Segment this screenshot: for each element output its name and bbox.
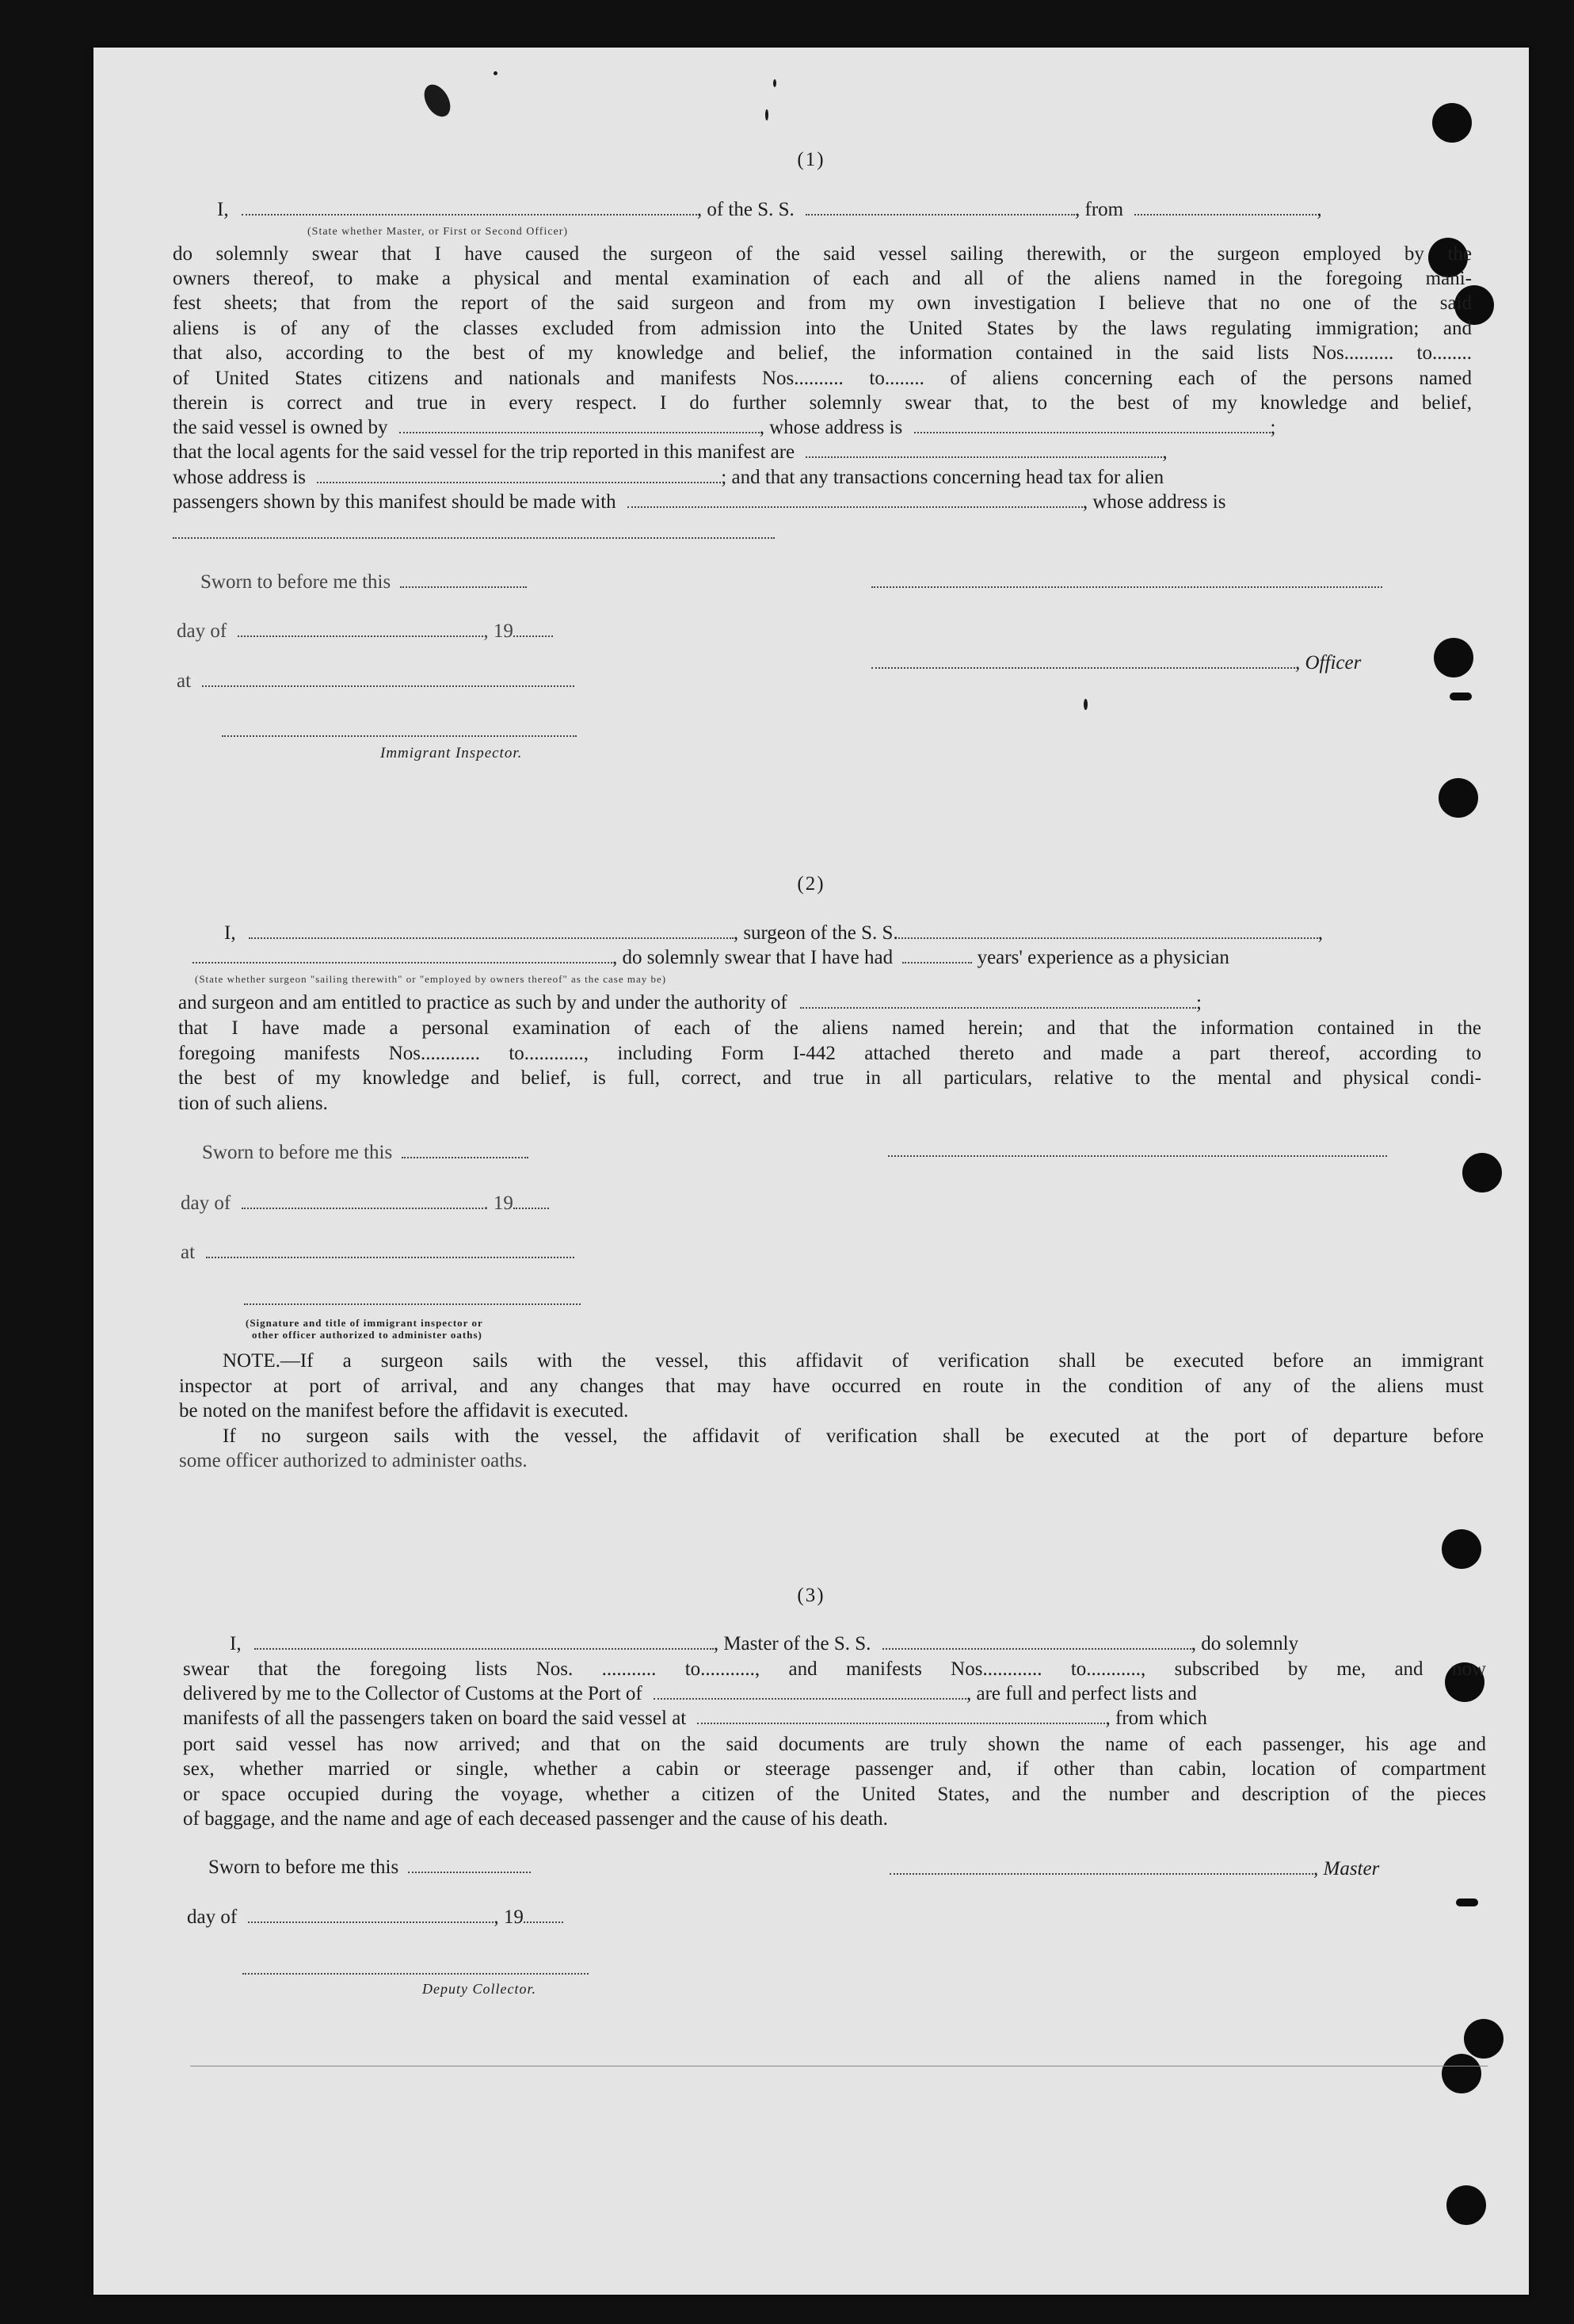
ink-speck [1084,699,1088,710]
from-port-field[interactable] [1134,200,1317,216]
punch-hole [1434,638,1473,677]
year-field[interactable] [524,1907,563,1923]
opening-i: I, [217,199,229,220]
day-month-field[interactable] [242,1193,483,1209]
sworn-date-field[interactable] [400,572,527,588]
ink-speck [773,79,776,87]
signature-caption-line-2: other officer authorized to administer oaths) [252,1329,482,1341]
whose-address-label: , whose address is [759,417,903,438]
whose-address-label: whose address is [173,467,307,488]
master-label: , Master [1313,1858,1380,1879]
note-line: NOTE.—If a surgeon sails with the vessel, this affidavit of verification shall be executed before an immigrant [223,1350,1484,1372]
owner-field[interactable] [399,418,760,433]
day-of-label: day of [181,1193,231,1214]
master-of-label: , Master of the S. S. [713,1633,871,1654]
sworn-place-field[interactable] [206,1242,574,1258]
vessel-name-field[interactable] [806,200,1075,216]
do-solemnly-label: , do solemnly [1191,1633,1299,1654]
section-2-line: foregoing manifests Nos............ to............, including Form I-442 attached thereto and made a part thereof, according to [178,1043,1481,1064]
years-field[interactable] [902,948,972,964]
note-line: some officer authorized to administer oaths. [179,1450,528,1471]
embarkation-port-field[interactable] [697,1708,1105,1724]
surgeon-vessel-field[interactable] [898,923,1318,939]
punch-hole [1432,103,1472,143]
local-agents-label: that the local agents for the said vessel for the trip reported in this manifest are [173,441,795,463]
owner-address-field[interactable] [914,418,1271,433]
section-2-number: (2) [797,873,825,895]
section-3-line: of baggage, and the name and age of each deceased passenger and the cause of his death. [183,1808,888,1830]
whose-address-label: , whose address is [1082,491,1226,513]
opening-i: I, [224,922,236,944]
do-solemnly-label: , do solemnly swear that I have had [612,947,894,968]
punch-mark [1456,1899,1478,1906]
officer-rank-caption: (State whether Master, or First or Second Officer) [307,226,569,238]
owned-by-label: the said vessel is owned by [173,417,388,438]
section-3-line: swear that the foregoing lists Nos. ........... to..........., and manifests Nos............ to..........., subscribed by me, and now [183,1658,1486,1680]
passengers-line [173,490,1472,514]
authority-label: and surgeon and am entitled to practice as such by and under the authority of [178,992,787,1013]
of-the-ss-label: , of the S. S. [696,199,795,220]
local-agents-line: that the local agents for the said vessel for the trip reported in this manifest are , [173,441,1168,463]
full-and-perfect-label: , are full and perfect lists and [966,1683,1197,1704]
year-label: , 19 [494,1906,524,1928]
punch-hole [1464,2019,1503,2059]
signature-caption-line-1: (Signature and title of immigrant inspector or [246,1317,483,1329]
ink-speck [419,80,455,121]
deputy-collector-signature-field[interactable] [242,1973,589,1975]
passengers-label: passengers shown by this manifest should be made with [173,491,616,513]
master-name-field[interactable] [254,1634,714,1650]
section-3-line: sex, whether married or single, whether a cabin or steerage passenger and, if other than cabin, location of compartment [183,1758,1486,1780]
deputy-collector-caption: Deputy Collector. [422,1981,536,1997]
agent-address-line [173,466,1472,490]
section-3-line: or space occupied during the voyage, whether a citizen of the United States, and the number and description of the pieces [183,1784,1486,1805]
at-label: at [177,670,192,692]
from-label: , from [1075,199,1124,220]
section-1-line: do solemnly swear that I have caused the surgeon of the said vessel sailing therewith, or the surgeon employed by the [173,243,1472,265]
surgeon-type-field[interactable] [192,948,612,964]
surgeon-of-label: , surgeon of the S. S. [733,922,898,944]
master-signature-field[interactable] [890,1859,1313,1875]
section-2-line: tion of such aliens. [178,1093,328,1114]
section-1-number: (1) [797,149,825,170]
officer-label: , Officer [1295,652,1362,674]
note-line: inspector at port of arrival, and any changes that may have occurred en route in the condition of any of the aliens must [179,1376,1484,1397]
immigrant-inspector-caption: Immigrant Inspector. [380,745,523,761]
at-label: at [181,1242,196,1263]
punch-mark [1450,693,1472,700]
punch-hole [1442,2054,1481,2093]
note-line: If no surgeon sails with the vessel, the affidavit of verification shall be executed at the port of departure before [223,1425,1484,1447]
officer-signature-field[interactable] [871,586,1382,588]
master-line [230,1632,1485,1656]
head-tax-address-field[interactable] [173,537,775,539]
authority-line: and surgeon and am entitled to practice as such by and under the authority of ; [178,992,1202,1013]
surgeon-experience-line [192,946,1484,970]
day-of-line-3 [187,1906,563,1929]
sworn-place-field[interactable] [202,671,574,687]
sworn-date-field[interactable] [402,1143,528,1158]
master-signature-line [890,1857,1379,1881]
punch-hole [1462,1153,1502,1193]
punch-hole [1446,2185,1486,2225]
ink-speck [494,71,497,75]
surgeon-line: I, , surgeon of the S. S. , [224,922,1323,944]
sworn-label: Sworn to before me this [202,1142,393,1163]
administering-officer-signature-field[interactable] [244,1303,581,1305]
day-of-label: day of [177,620,227,642]
collector-label: delivered by me to the Collector of Customs at the Port of [183,1683,642,1704]
ink-speck [765,109,768,120]
section-1-officer-line: I, , of the S. S. , from , [217,199,1322,220]
authority-field[interactable] [800,993,1196,1009]
officer-title-field[interactable] [871,653,1295,669]
day-of-label: day of [187,1906,238,1928]
port-field[interactable] [654,1684,966,1700]
section-1-line: aliens is of any of the classes excluded from admission into the United States by the laws regulating immigration; and [173,318,1472,339]
punch-hole [1439,778,1478,818]
owned-by-line: the said vessel is owned by , whose address is ; [173,417,1276,438]
at-line-1 [177,670,574,693]
head-tax-agent-field[interactable] [627,492,1083,508]
sworn-line-1 [200,571,527,594]
taken-on-board-line [183,1707,1486,1731]
day-of-line-2 [181,1192,549,1215]
inspector-signature-field[interactable] [222,735,577,737]
day-month-field[interactable] [248,1907,494,1923]
note-line: be noted on the manifest before the affidavit is executed. [179,1400,629,1421]
manifest-affidavit-page [93,48,1529,2295]
collector-line [183,1682,1486,1706]
surgeon-name-field[interactable] [249,923,734,939]
section-3-number: (3) [797,1585,825,1606]
section-1-line: of United States citizens and nationals and manifests Nos.......... to........ of aliens concerning each of the persons named [173,368,1472,389]
sworn-date-field[interactable] [408,1857,531,1873]
day-of-line-1 [177,620,553,643]
year-label: , 19 [483,620,513,642]
year-label: . 19 [483,1193,513,1214]
head-tax-label: ; and that any transactions concerning head tax for alien [721,467,1164,488]
officer-name-field[interactable] [242,200,697,216]
sworn-line-2 [202,1141,528,1165]
sworn-line-3 [208,1856,531,1879]
local-agents-field[interactable] [806,442,1162,458]
sworn-label: Sworn to before me this [208,1857,399,1878]
opening-i: I, [230,1633,242,1654]
from-which-label: , from which [1105,1708,1207,1729]
section-1-line: that also, according to the best of my knowledge and belief, the information contained in the said lists Nos.......... to........ [173,342,1472,364]
at-line-2 [181,1241,574,1265]
master-vessel-field[interactable] [882,1634,1191,1650]
sworn-label: Sworn to before me this [200,571,391,593]
taken-on-board-label: manifests of all the passengers taken on board the said vessel at [183,1708,687,1729]
section-1-line: owners thereof, to make a physical and mental examination of each and all of the aliens named in the foregoing mani- [173,268,1472,289]
surgeon-type-caption: (State whether surgeon "sailing therewith" or "employed by owners thereof" as the case may be) [195,973,667,985]
day-month-field[interactable] [238,621,483,637]
section-3-line: port said vessel has now arrived; and that on the said documents are truly shown the name of each passenger, his age and [183,1734,1486,1755]
section-1-line: fest sheets; that from the report of the said surgeon and from my own investigation I believe that no one of the said [173,292,1472,314]
years-experience-label: years' experience as a physician [977,947,1229,968]
surgeon-signature-field[interactable] [888,1155,1387,1157]
section-2-line: the best of my knowledge and belief, is full, correct, and true in all particulars, relative to the mental and physical condi- [178,1067,1481,1089]
year-field[interactable] [513,621,553,637]
section-2-line: that I have made a personal examination of each of the aliens named herein; and that the information contained in the [178,1017,1481,1039]
agent-address-field[interactable] [317,467,721,483]
punch-hole [1442,1529,1481,1569]
officer-line [871,651,1361,675]
section-1-line: therein is correct and true in every respect. I do further solemnly swear that, to the best of my knowledge and belief, [173,392,1472,414]
year-field[interactable] [513,1193,549,1209]
